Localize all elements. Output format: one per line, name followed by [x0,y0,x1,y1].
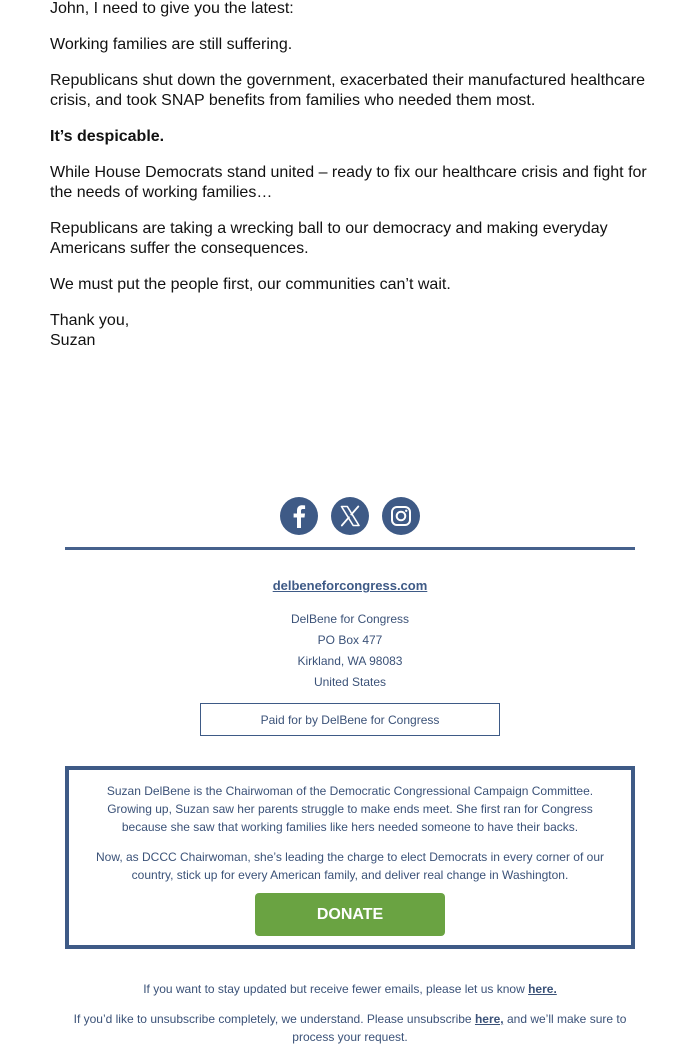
mailing-address [0,609,700,693]
address-line: Kirkland, WA 98083 [297,654,403,668]
body-paragraph: Working families are still suffering. [50,36,293,53]
emphasis-paragraph [50,127,660,147]
closing-text: Thank you, [50,312,130,329]
bio-paragraph: Now, as DCCC Chairwoman, she’s leading the charge to elect Democrats in every corner of our country, stick up for every American family, and deliver real change in Washington. [95,850,604,882]
website-link[interactable]: delbeneforcongress.com [272,578,428,593]
unsubscribe-link[interactable]: here, [474,1012,504,1026]
signoff [50,311,660,351]
fewer-emails-link[interactable]: here. [528,982,557,996]
donate-button[interactable]: DONATE [255,893,445,936]
address-line: DelBene for Congress [290,612,410,626]
address-line: PO Box 477 [317,633,383,647]
instagram-icon[interactable] [382,497,420,535]
greeting-paragraph: John, I need to give you the latest: [50,0,294,17]
body-paragraph: Republicans shut down the government, exacerbated their manufactured healthcare crisis, and took SNAP benefits from families who needed them most. [50,72,646,109]
website-link-container [0,578,700,593]
signature-text: Suzan [50,332,96,349]
x-icon[interactable] [331,497,369,535]
unsubscribe-text: If you’d like to unsubscribe completely, we understand. Please unsubscribe [73,1012,472,1026]
social-links [0,497,700,535]
paid-for-disclaimer: Paid for by DelBene for Congress [200,703,500,736]
footer-divider [65,547,635,550]
address-line: United States [313,675,387,689]
body-paragraph: Republicans are taking a wrecking ball to our democracy and making everyday Americans suffer the consequences. [50,220,608,257]
body-paragraph: While House Democrats stand united – ready to fix our healthcare crisis and fight for the needs of working families… [50,164,647,201]
email-body [50,0,660,367]
bio-box [65,766,635,949]
unsubscribe-text-after: and we’ll make sure to process your request. [292,1012,627,1044]
fewer-emails-text: If you want to stay updated but receive fewer emails, please let us know [143,982,525,996]
emphasis-text: It’s despicable. [50,128,165,145]
fewer-emails-notice [65,980,635,998]
bio-paragraph: Suzan DelBene is the Chairwoman of the Democratic Congressional Campaign Committee. Growing up, Suzan saw her parents struggle to make ends meet. She first ran for Congress because she saw that working families like hers needed someone to have their backs. [106,784,594,834]
body-paragraph: We must put the people first, our communities can’t wait. [50,276,451,293]
unsubscribe-notice [65,1010,635,1046]
facebook-icon[interactable] [280,497,318,535]
